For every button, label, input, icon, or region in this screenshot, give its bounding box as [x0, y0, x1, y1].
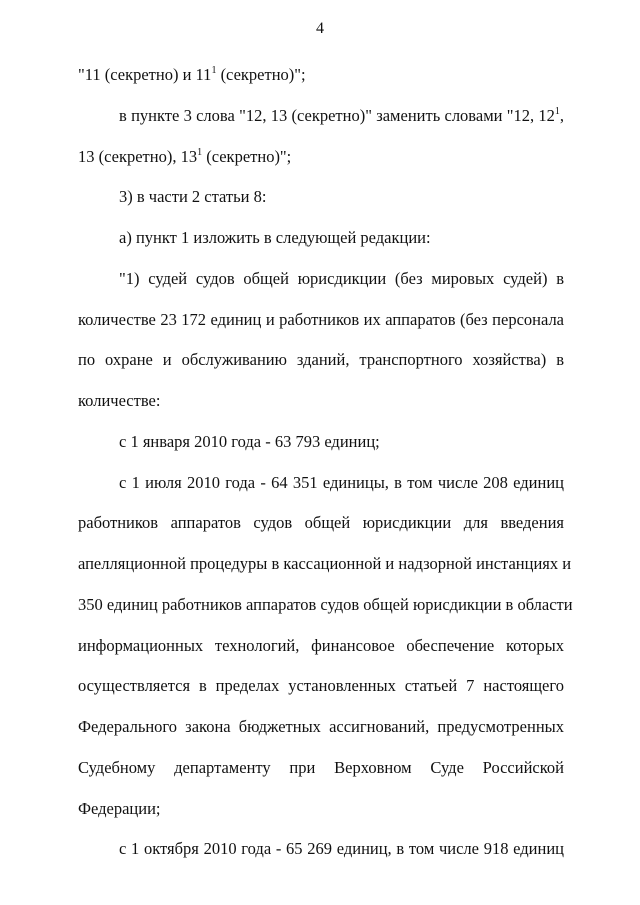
text-line: с 1 октября 2010 года - 65 269 единиц, в том числе 918 единиц [119, 839, 564, 859]
text-line: Судебному департаменту при Верховном Суде Российской [78, 757, 564, 777]
text-line: осуществляется в пределах установленных статьей 7 настоящего [78, 676, 564, 696]
text-line: работников аппаратов судов общей юрисдикции для введения [78, 513, 564, 533]
text-line: с 1 января 2010 года - 63 793 единиц; [119, 431, 380, 451]
text-line: "11 (секретно) и $11^1$ (секретно)"; [78, 65, 306, 84]
text-line: по охране и обслуживанию зданий, транспортного хозяйства) в [78, 350, 564, 370]
text-line: 13 (секретно), $13^1$ (секретно)"; [78, 146, 292, 166]
text-line: количестве 23 172 единиц и работников их аппаратов (без персонала [78, 309, 564, 329]
text-line: количестве: [78, 391, 161, 410]
text-line: информационных технологий, финансовое обеспечение которых [78, 635, 564, 655]
text-line: 350 единиц работников аппаратов судов общей юрисдикции в области [78, 594, 573, 614]
text-line: апелляционной процедуры в кассационной и надзорной инстанциях и [78, 554, 572, 573]
text-line: Федерации; [78, 798, 161, 818]
text-line: в пункте 3 слова "12, 13 (секретно)" заменить словами "12, $12^1$, [119, 105, 564, 125]
page-number: 4 [316, 20, 324, 37]
text-line: 3) в части 2 статьи 8: [119, 187, 267, 207]
document-body [78, 55, 573, 870]
text-line: "1) судей судов общей юрисдикции (без мировых судей) в [119, 268, 564, 288]
text-line: с 1 июля 2010 года - 64 351 единицы, в том числе 208 единиц [119, 472, 564, 492]
text-line: Федерального закона бюджетных ассигнований, предусмотренных [78, 717, 564, 736]
text-line: а) пункт 1 изложить в следующей редакции: [119, 228, 431, 247]
